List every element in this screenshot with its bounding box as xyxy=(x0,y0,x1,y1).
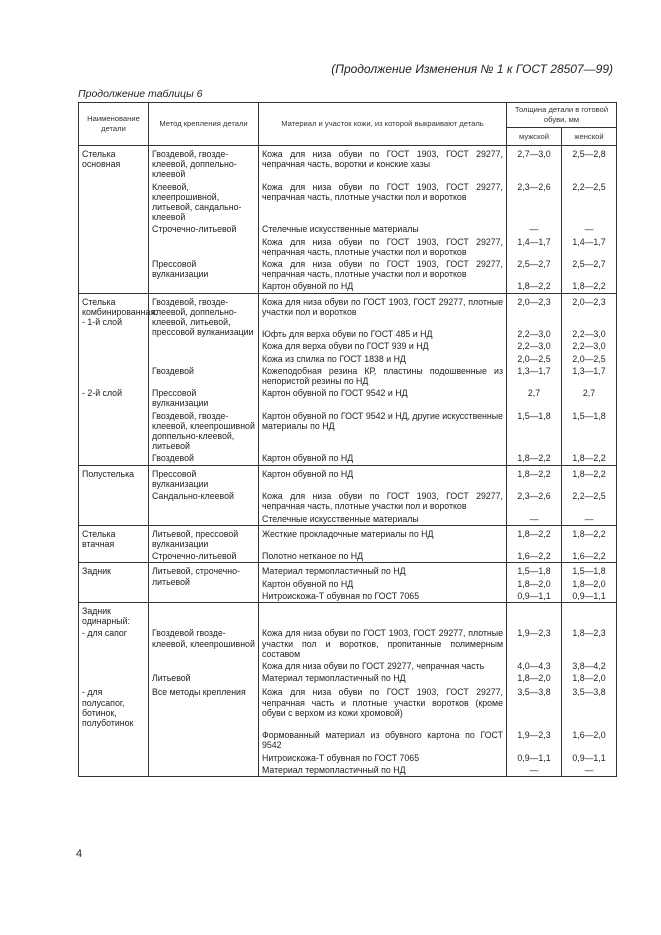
cell-method: Прессовой вулканизации xyxy=(149,465,259,490)
table-row xyxy=(79,660,617,672)
cell-male: 1,3—1,7 xyxy=(507,365,562,387)
cell-material: Кожа для низа обуви по ГОСТ 1903, ГОСТ 29277, плотные участки пол и воротков, пропитанные полимерным составом xyxy=(259,627,507,660)
cell-male: 2,2—3,0 xyxy=(507,340,562,352)
cell-female: 2,0—2,5 xyxy=(562,353,617,365)
cell-male: 4,0—4,3 xyxy=(507,660,562,672)
cell-name xyxy=(79,672,149,684)
cell-method: Литьевой, строчечно-литьевой xyxy=(149,563,259,603)
col-header-method: Метод крепления детали xyxy=(149,103,259,146)
thickness-table xyxy=(78,102,617,777)
cell-female: — xyxy=(562,223,617,235)
cell-name xyxy=(79,340,149,352)
cell-female: — xyxy=(562,764,617,777)
cell-method xyxy=(149,280,259,293)
cell-material: Картон обувной по НД xyxy=(259,465,507,490)
cell-female: 1,8—2,2 xyxy=(562,525,617,550)
table-row xyxy=(79,684,617,729)
cell-method: Гвоздевой xyxy=(149,452,259,465)
table-row xyxy=(79,513,617,526)
table-row xyxy=(79,729,617,751)
cell-name: - для полусапог, ботинок, полуботинок xyxy=(79,684,149,729)
cell-name: Задник xyxy=(79,563,149,578)
cell-female: 2,0—2,3 xyxy=(562,293,617,328)
cell-male: — xyxy=(507,223,562,235)
cell-male: — xyxy=(507,764,562,777)
cell-female: 1,8—2,3 xyxy=(562,627,617,660)
cell-male: 1,6—2,2 xyxy=(507,550,562,563)
cell-male: 2,7—3,0 xyxy=(507,146,562,181)
cell-female: 1,4—1,7 xyxy=(562,236,617,258)
cell-method: Прессовой вулканизации xyxy=(149,258,259,280)
cell-material: Кожа для низа обуви по ГОСТ 29277, чепрачная часть xyxy=(259,660,507,672)
cell-material: Картон обувной по НД xyxy=(259,578,507,590)
cell-female: 2,2—2,5 xyxy=(562,490,617,512)
col-header-thickness: Толщина детали в готовой обуви, мм xyxy=(507,103,617,128)
cell-male: 1,8—2,2 xyxy=(507,280,562,293)
cell-material: Стелечные искусственные материалы xyxy=(259,223,507,235)
cell-female: 1,5—1,8 xyxy=(562,410,617,453)
cell-method: Прессовой вулканизации xyxy=(149,387,259,409)
cell-name xyxy=(79,365,149,387)
cell-material: Кожа для низа обуви по ГОСТ 1903, ГОСТ 29277, чепрачная часть, воротки и конские хазы xyxy=(259,146,507,181)
col-header-female: женской xyxy=(562,128,617,146)
cell-material: Картон обувной по ГОСТ 9542 и НД, другие искусственные материалы по НД xyxy=(259,410,507,453)
cell-female: 2,5—2,8 xyxy=(562,146,617,181)
cell-name xyxy=(79,729,149,751)
table-row xyxy=(79,293,617,328)
table-row xyxy=(79,181,617,224)
table-row xyxy=(79,602,617,627)
cell-method: Литьевой xyxy=(149,672,259,684)
table-row xyxy=(79,627,617,660)
col-header-name: Наименование детали xyxy=(79,103,149,146)
cell-female: 3,5—3,8 xyxy=(562,684,617,729)
table-row xyxy=(79,752,617,764)
cell-method: Гвоздевой гвозде-клеевой, клеепрошивной xyxy=(149,627,259,660)
cell-method xyxy=(149,752,259,764)
cell-female: 0,9—1,1 xyxy=(562,752,617,764)
cell-female: 1,6—2,0 xyxy=(562,729,617,751)
cell-female xyxy=(562,602,617,627)
table-row xyxy=(79,223,617,235)
cell-name: Стелька втачная xyxy=(79,525,149,550)
cell-name: - 2-й слой xyxy=(79,387,149,409)
col-header-male: мужской xyxy=(507,128,562,146)
cell-material: Жесткие прокладочные материалы по НД xyxy=(259,525,507,550)
cell-name xyxy=(79,578,149,590)
cell-male: 2,3—2,6 xyxy=(507,490,562,512)
cell-male: 0,9—1,1 xyxy=(507,752,562,764)
cell-male xyxy=(507,602,562,627)
cell-material: Кожа для верха обуви по ГОСТ 939 и НД xyxy=(259,340,507,352)
cell-material: Картон обувной по НД xyxy=(259,280,507,293)
cell-male: 1,9—2,3 xyxy=(507,627,562,660)
table-caption: Продолжение таблицы 6 xyxy=(78,88,203,100)
cell-name xyxy=(79,328,149,340)
cell-name xyxy=(79,181,149,224)
cell-method: Все методы крепления xyxy=(149,684,259,729)
cell-name xyxy=(79,513,149,526)
cell-male: 1,8—2,2 xyxy=(507,465,562,490)
cell-material: Нитроискожа-Т обувная по ГОСТ 7065 xyxy=(259,752,507,764)
cell-material: Кожа для низа обуви по ГОСТ 1903, ГОСТ 29277, чепрачная часть и плотные участки воротков (кроме обуви с верхом из кожи хромовой) xyxy=(259,684,507,729)
cell-female: 1,8—2,2 xyxy=(562,465,617,490)
cell-male: 1,5—1,8 xyxy=(507,410,562,453)
cell-material: Стелечные искусственные материалы xyxy=(259,513,507,526)
cell-female: — xyxy=(562,513,617,526)
cell-name xyxy=(79,236,149,258)
table-row xyxy=(79,280,617,293)
table-row xyxy=(79,146,617,181)
cell-male: 2,7 xyxy=(507,387,562,409)
cell-female: 2,2—3,0 xyxy=(562,340,617,352)
table-row xyxy=(79,490,617,512)
cell-method xyxy=(149,513,259,526)
table-row xyxy=(79,258,617,280)
cell-material: Материал термопластичный по НД xyxy=(259,672,507,684)
cell-material: Кожа для низа обуви по ГОСТ 1903, ГОСТ 29277, чепрачная часть, плотные участки пол и воротков xyxy=(259,236,507,258)
cell-male: 2,0—2,3 xyxy=(507,293,562,328)
cell-name: - для сапог xyxy=(79,627,149,660)
cell-name xyxy=(79,550,149,563)
cell-male: 0,9—1,1 xyxy=(507,590,562,603)
cell-material: Кожа из спилка по ГОСТ 1838 и НД xyxy=(259,353,507,365)
cell-method xyxy=(149,660,259,672)
table-row xyxy=(79,563,617,578)
cell-male: 1,5—1,8 xyxy=(507,563,562,578)
cell-name xyxy=(79,353,149,365)
cell-method: Гвоздевой xyxy=(149,365,259,387)
cell-female: 1,8—2,2 xyxy=(562,452,617,465)
cell-material: Кожа для низа обуви по ГОСТ 1903, ГОСТ 29277, чепрачная часть, плотные участки пол и воротков xyxy=(259,181,507,224)
cell-female: 3,8—4,2 xyxy=(562,660,617,672)
table-row xyxy=(79,236,617,258)
cell-method: Сандально-клеевой xyxy=(149,490,259,512)
cell-method: Строчечно-литьевой xyxy=(149,550,259,563)
cell-female: 2,2—3,0 xyxy=(562,328,617,340)
cell-method: Гвоздевой, гвозде-клеевой, доппельно-клеевой, литьевой, прессовой вулканизации xyxy=(149,293,259,365)
cell-male: — xyxy=(507,513,562,526)
table-row xyxy=(79,365,617,387)
cell-method: Гвоздевой, гвозде-клеевой, клеепрошивной доппельно-клеевой, литьевой xyxy=(149,410,259,453)
cell-material: Картон обувной по НД xyxy=(259,452,507,465)
cell-male: 1,8—2,2 xyxy=(507,525,562,550)
cell-name xyxy=(79,280,149,293)
cell-name xyxy=(79,764,149,777)
cell-female: 2,2—2,5 xyxy=(562,181,617,224)
cell-name xyxy=(79,410,149,453)
cell-female: 1,6—2,2 xyxy=(562,550,617,563)
cell-method: Гвоздевой, гвозде-клеевой, доппельно-клеевой xyxy=(149,146,259,181)
header-continuation-note: (Продолжение Изменения № 1 к ГОСТ 28507—99) xyxy=(331,62,613,76)
cell-male: 2,0—2,5 xyxy=(507,353,562,365)
cell-name xyxy=(79,660,149,672)
cell-material: Кожеподобная резина КР, пластины подошвенные из непористой резины по НД xyxy=(259,365,507,387)
cell-female: 1,8—2,0 xyxy=(562,578,617,590)
table-row xyxy=(79,465,617,490)
cell-material: Формованный материал из обувного картона по ГОСТ 9542 xyxy=(259,729,507,751)
cell-male: 1,4—1,7 xyxy=(507,236,562,258)
cell-male: 2,5—2,7 xyxy=(507,258,562,280)
cell-material: Кожа для низа обуви по ГОСТ 1903, ГОСТ 29277, плотные участки пол и воротков xyxy=(259,293,507,328)
cell-material: Кожа для низа обуви по ГОСТ 1903, ГОСТ 29277, чепрачная часть, плотные участки пол и воротков xyxy=(259,490,507,512)
col-header-material: Материал и участок кожи, из которой выкраивают деталь xyxy=(259,103,507,146)
table-row xyxy=(79,550,617,563)
cell-female: 1,8—2,0 xyxy=(562,672,617,684)
table-row xyxy=(79,525,617,550)
cell-material: Кожа для низа обуви по ГОСТ 1903, ГОСТ 29277, чепрачная часть, плотные участки пол и воротков xyxy=(259,258,507,280)
cell-method xyxy=(149,602,259,627)
cell-male: 2,2—3,0 xyxy=(507,328,562,340)
cell-method: Литьевой, прессовой вулканизации xyxy=(149,525,259,550)
cell-material: Полотно нетканое по НД xyxy=(259,550,507,563)
cell-method xyxy=(149,729,259,751)
cell-method: Клеевой, клеепрошивной, литьевой, сандально-клеевой xyxy=(149,181,259,224)
cell-name: Стелька комбинированная: - 1-й слой xyxy=(79,293,149,328)
cell-material: Нитроискожа-Т обувная по ГОСТ 7065 xyxy=(259,590,507,603)
cell-male: 1,8—2,0 xyxy=(507,672,562,684)
cell-female: 1,8—2,2 xyxy=(562,280,617,293)
cell-method xyxy=(149,764,259,777)
cell-female: 1,3—1,7 xyxy=(562,365,617,387)
cell-name xyxy=(79,258,149,280)
cell-female: 1,5—1,8 xyxy=(562,563,617,578)
cell-name xyxy=(79,223,149,235)
cell-material: Материал термопластичный по НД xyxy=(259,764,507,777)
cell-name xyxy=(79,590,149,603)
cell-name xyxy=(79,490,149,512)
cell-male: 3,5—3,8 xyxy=(507,684,562,729)
cell-method: Строчечно-литьевой xyxy=(149,223,259,235)
cell-female: 0,9—1,1 xyxy=(562,590,617,603)
cell-name: Стелька основная xyxy=(79,146,149,181)
cell-male: 2,3—2,6 xyxy=(507,181,562,224)
cell-material: Картон обувной по ГОСТ 9542 и НД xyxy=(259,387,507,409)
table-row xyxy=(79,387,617,409)
page-number: 4 xyxy=(76,848,83,860)
cell-material: Материал термопластичный по НД xyxy=(259,563,507,578)
cell-male: 1,9—2,3 xyxy=(507,729,562,751)
table-row xyxy=(79,672,617,684)
cell-method xyxy=(149,236,259,258)
table-row xyxy=(79,410,617,453)
cell-male: 1,8—2,0 xyxy=(507,578,562,590)
table-row xyxy=(79,452,617,465)
cell-name xyxy=(79,452,149,465)
cell-name: Полустелька xyxy=(79,465,149,490)
cell-name: Задник одинарный: xyxy=(79,602,149,627)
cell-name xyxy=(79,752,149,764)
cell-material: Юфть для верха обуви по ГОСТ 485 и НД xyxy=(259,328,507,340)
cell-material xyxy=(259,602,507,627)
cell-female: 2,7 xyxy=(562,387,617,409)
cell-female: 2,5—2,7 xyxy=(562,258,617,280)
table-row xyxy=(79,764,617,777)
cell-male: 1,8—2,2 xyxy=(507,452,562,465)
